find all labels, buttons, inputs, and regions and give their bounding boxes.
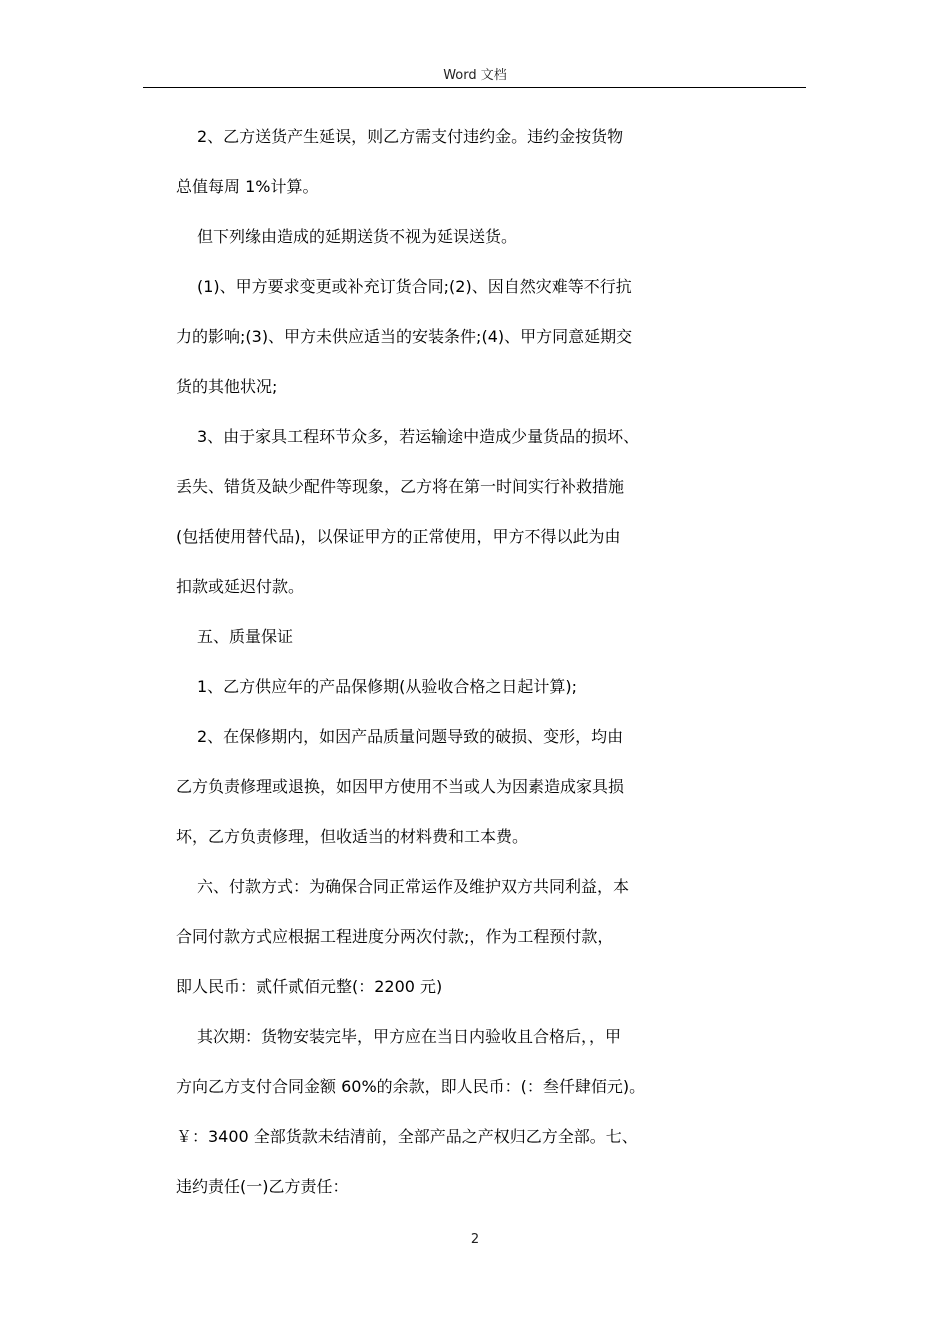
text-line: 坏，乙方负责修理，但收适当的材料费和工本费。 [176, 827, 529, 846]
text-line: 违约责任(一)乙方责任： [176, 1177, 349, 1196]
text-line: 2、乙方送货产生延误，则乙方需支付违约金。违约金按货物 [197, 127, 624, 146]
text-line: (1)、甲方要求变更或补充订货合同;(2)、因自然灾难等不行抗 [197, 277, 632, 296]
text-line: 但下列缘由造成的延期送货不视为延误送货。 [197, 227, 518, 246]
text-line: 力的影响;(3)、甲方未供应适当的安装条件;(4)、甲方同意延期交 [176, 327, 633, 346]
text-line: 2、在保修期内，如因产品质量问题导致的破损、变形，均由 [197, 727, 624, 746]
section-heading: 五、质量保证 [197, 627, 294, 646]
text-line: 1、乙方供应年的产品保修期(从验收合格之日起计算); [197, 677, 578, 696]
text-line: ￥：3400 全部货款未结清前，全部产品之产权归乙方全部。七、 [176, 1127, 638, 1146]
text-line: 方向乙方支付合同金额 60%的余款，即人民币：(：叁仟肆佰元)。 [176, 1077, 646, 1096]
text-line: 扣款或延迟付款。 [176, 577, 305, 596]
text-line: 乙方负责修理或退换，如因甲方使用不当或人为因素造成家具损 [176, 777, 625, 796]
text-line: 六、付款方式：为确保合同正常运作及维护双方共同利益，本 [197, 877, 630, 896]
text-line: (包括使用替代品)，以保证甲方的正常使用，甲方不得以此为由 [176, 527, 621, 546]
text-line: 丢失、错货及缺少配件等现象，乙方将在第一时间实行补救措施 [176, 477, 625, 496]
page-number: 2 [470, 1232, 480, 1247]
header-divider [143, 87, 806, 88]
text-line: 3、由于家具工程环节众多，若运输途中造成少量货品的损坏、 [197, 427, 640, 446]
text-line: 总值每周 1%计算。 [176, 177, 319, 196]
text-line: 合同付款方式应根据工程进度分两次付款;，作为工程预付款， [176, 927, 614, 946]
text-line: 即人民币：贰仟贰佰元整(：2200 元) [176, 977, 443, 996]
page-header-title: Word 文档 [443, 68, 507, 83]
text-line: 其次期：货物安装完毕，甲方应在当日内验收且合格后，，甲 [197, 1027, 622, 1046]
document-body [176, 124, 816, 1224]
text-line: 货的其他状况; [176, 377, 278, 396]
